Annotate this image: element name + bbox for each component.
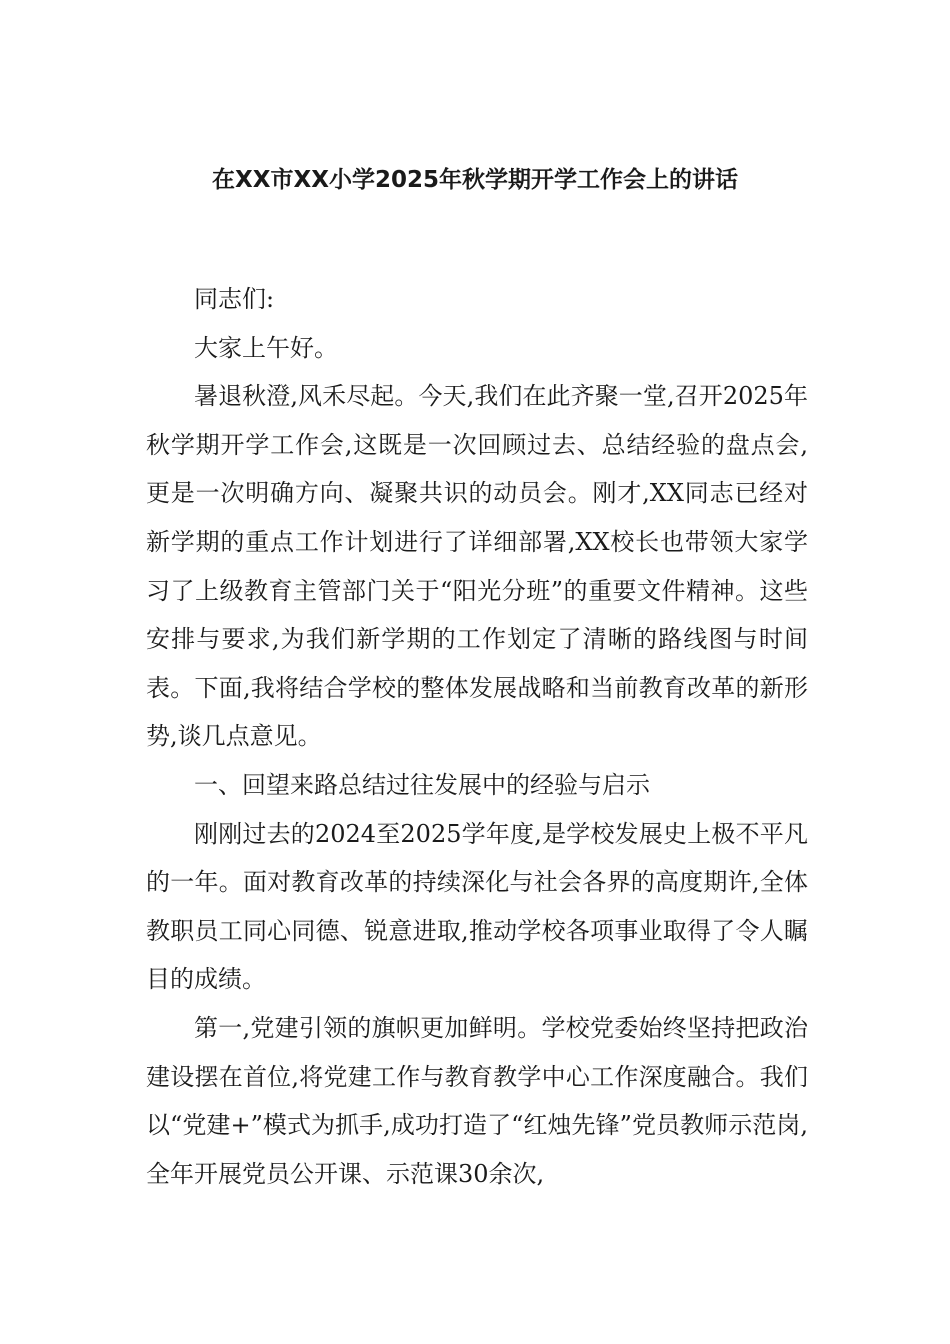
salutation: 同志们: (194, 285, 275, 313)
document-title: 在XX市XX小学2025年秋学期开学工作会上的讲话 (212, 167, 738, 193)
document-body (146, 275, 808, 1198)
opening-paragraph: 暑退秋澄,风禾尽起。今天,我们在此齐聚一堂,召开2025年秋学期开学工作会,这既是一次回顾过去、总结经验的盘点会,更是一次明确方向、凝聚共识的动员会。刚才,XX同志已经对新学期的重点工作计划进行了详细部署,XX校长也带领大家学习了上级教育主管部门关于“阳光分班”的重要文件精神。这些安排与要求,为我们新学期的工作划定了清晰的路线图与时间表。下面,我将结合学校的整体发展战略和当前教育改革的新形势,谈几点意见。 (146, 382, 808, 751)
greeting: 大家上午好。 (194, 333, 338, 362)
section-heading-1: 一、回望来路总结过往发展中的经验与启示 (194, 770, 650, 799)
review-paragraph: 刚刚过去的2024至2025学年度,是学校发展史上极不平凡的一年。面对教育改革的持续深化与社会各界的高度期许,全体教职员工同心同德、锐意进取,推动学校各项事业取得了令人瞩目的成绩。 (146, 819, 808, 994)
party-building-paragraph: 第一,党建引领的旗帜更加鲜明。学校党委始终坚持把政治建设摆在首位,将党建工作与教育教学中心工作深度融合。我们以“党建+”模式为抓手,成功打造了“红烛先锋”党员教师示范岗,全年开展党员公开课、示范课30余次, (146, 1013, 808, 1188)
